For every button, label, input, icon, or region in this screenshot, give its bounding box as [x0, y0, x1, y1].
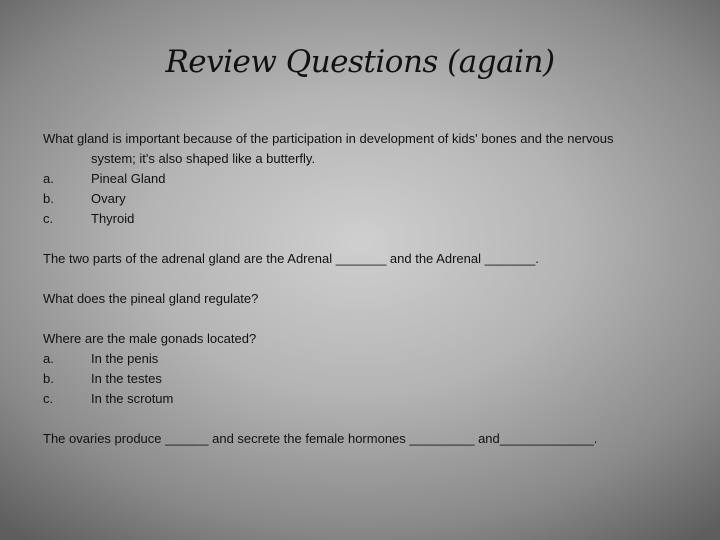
question-3	[43, 289, 683, 309]
option-letter: a.	[43, 351, 54, 366]
question-5-text: The ovaries produce ______ and secrete the female hormones _________ and_____________.	[43, 431, 598, 446]
question-4-option-a	[43, 349, 683, 369]
question-2-text: The two parts of the adrenal gland are the Adrenal _______ and the Adrenal _______.	[43, 251, 539, 266]
option-text: In the testes	[91, 371, 162, 386]
question-3-text: What does the pineal gland regulate?	[43, 291, 259, 306]
question-5	[43, 429, 683, 449]
option-text: In the scrotum	[91, 391, 174, 406]
option-text: Thyroid	[91, 211, 135, 226]
questions-list	[43, 129, 683, 469]
question-2	[43, 249, 683, 269]
question-4-option-b	[43, 369, 683, 389]
option-text: Pineal Gland	[91, 171, 166, 186]
option-letter: c.	[43, 391, 54, 406]
question-1-option-b	[43, 189, 683, 209]
option-text: Ovary	[91, 191, 126, 206]
option-letter: b.	[43, 191, 54, 206]
question-1-option-a	[43, 169, 683, 189]
question-4-option-c	[43, 389, 683, 409]
slide-title: Review Questions (again)	[165, 44, 555, 80]
option-letter: b.	[43, 371, 54, 386]
option-text: In the penis	[91, 351, 159, 366]
question-1-line-2: system; it's also shaped like a butterfly.	[91, 151, 316, 166]
question-1-line-1: What gland is important because of the participation in development of kids' bones and the nervous	[43, 131, 614, 146]
question-1-text	[43, 129, 683, 169]
question-1-option-c	[43, 209, 683, 229]
option-letter: c.	[43, 211, 54, 226]
question-4-text: Where are the male gonads located?	[43, 331, 257, 346]
question-4	[43, 329, 683, 409]
option-letter: a.	[43, 171, 54, 186]
question-1	[43, 129, 683, 229]
